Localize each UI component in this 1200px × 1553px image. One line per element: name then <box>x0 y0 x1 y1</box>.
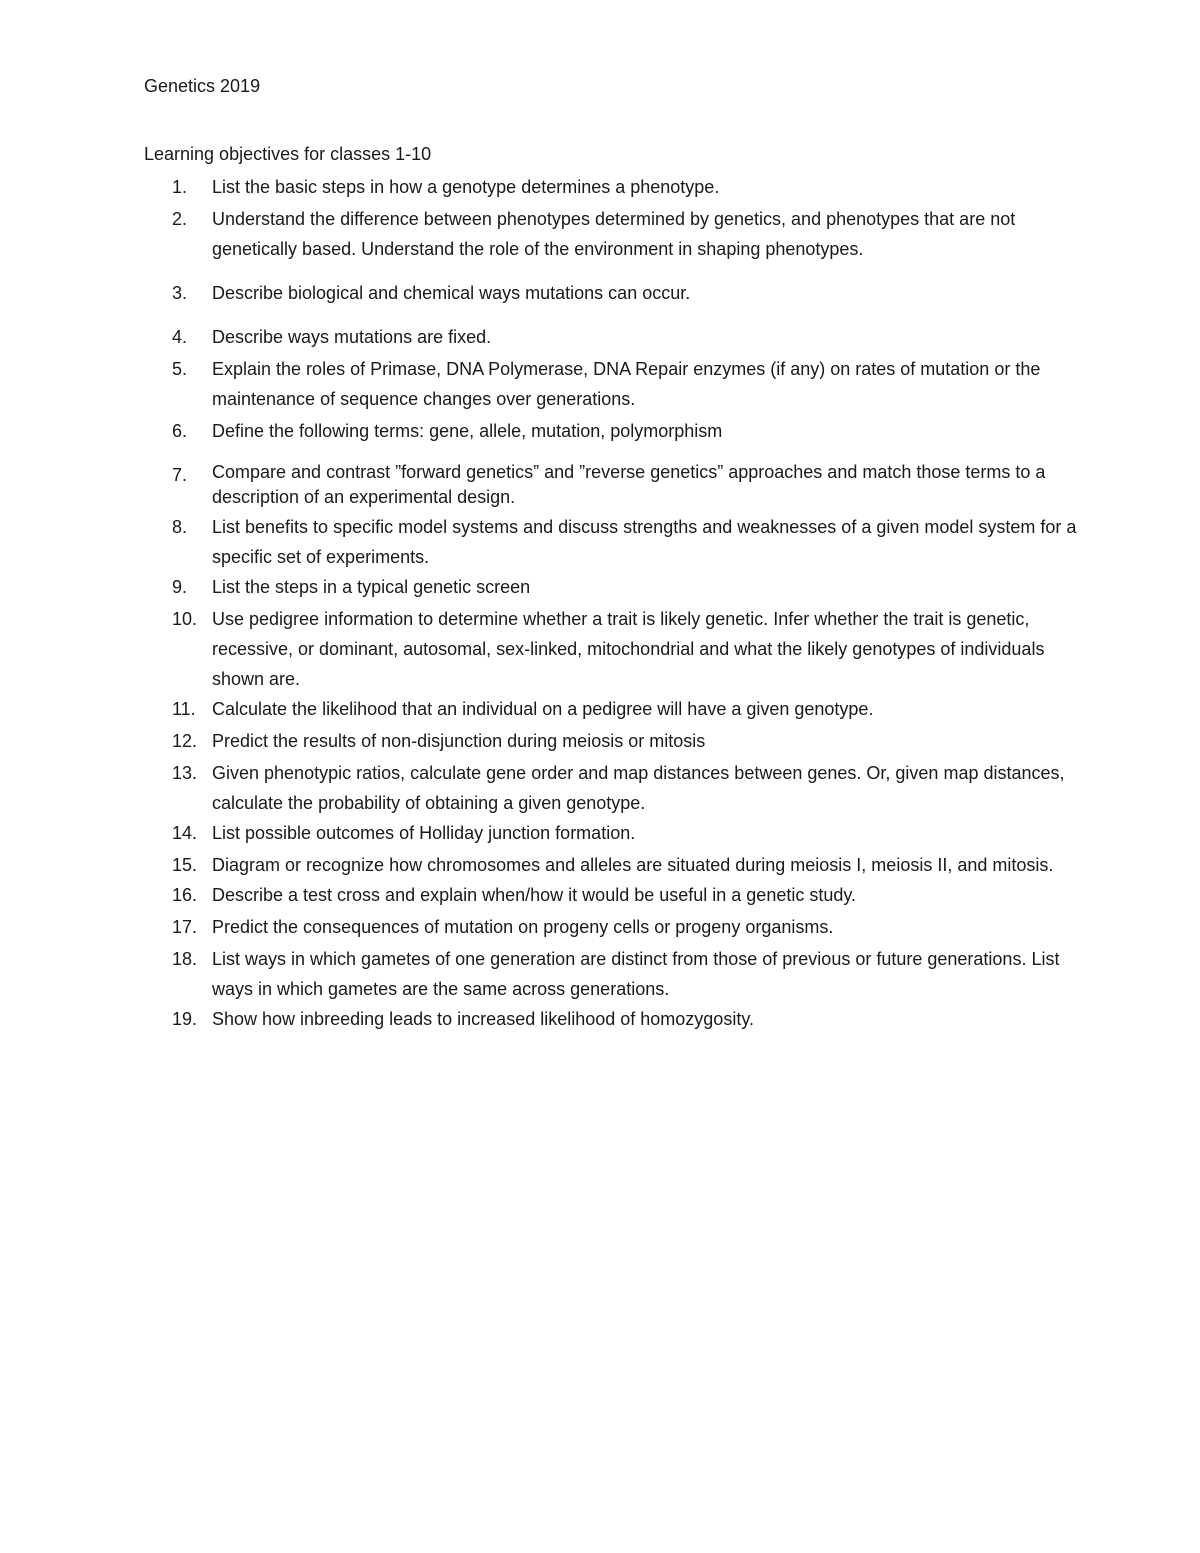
objective-text: Use pedigree information to determine whether a trait is likely genetic. Infer whether the trait is genetic, recessive, or dominant, autosomal, sex-linked, mitochondrial and what the likely genotypes of individuals shown are. <box>212 609 1045 689</box>
objective-text: Describe ways mutations are fixed. <box>212 327 492 347</box>
objectives-list <box>144 172 1084 1034</box>
document-header: Genetics 2019 <box>144 76 261 96</box>
objective-text: Predict the results of non-disjunction during meiosis or mitosis <box>212 731 706 751</box>
objective-number: 10. <box>172 609 198 629</box>
objective-text: List benefits to specific model systems and discuss strengths and weaknesses of a given model system for a specific set of experiments. <box>212 517 1077 567</box>
objective-text: Calculate the likelihood that an individual on a pedigree will have a given genotype. <box>212 699 874 719</box>
objective-item <box>144 944 1084 1004</box>
objective-item <box>144 204 1084 264</box>
objective-number: 8. <box>172 517 188 537</box>
objective-number: 11. <box>172 699 196 719</box>
objective-number: 12. <box>172 731 198 751</box>
objective-item <box>144 758 1084 818</box>
objective-number: 5. <box>172 359 188 379</box>
objective-number: 17. <box>172 917 198 937</box>
objective-item <box>144 512 1084 572</box>
objective-item <box>144 726 1084 756</box>
objective-text: Compare and contrast ”forward genetics” and ”reverse genetics” approaches and match those terms to a description of an experimental design. <box>212 462 1046 507</box>
objective-item <box>144 694 1084 724</box>
objective-item <box>144 818 1084 848</box>
objective-item <box>144 604 1084 694</box>
objective-item <box>144 880 1084 910</box>
objective-number: 18. <box>172 949 198 969</box>
objective-text: Explain the roles of Primase, DNA Polymerase, DNA Repair enzymes (if any) on rates of mutation or the maintenance of sequence changes over generations. <box>212 359 1041 409</box>
objective-item <box>144 460 1084 510</box>
objective-text: Given phenotypic ratios, calculate gene order and map distances between genes. Or, given map distances, calculate the probability of obtaining a given genotype. <box>212 763 1065 813</box>
objective-item <box>144 322 1084 352</box>
objective-text: Define the following terms: gene, allele, mutation, polymorphism <box>212 421 723 441</box>
objective-number: 6. <box>172 421 188 441</box>
objective-item <box>144 572 1084 602</box>
objective-text: List ways in which gametes of one generation are distinct from those of previous or future generations. List ways in which gametes are the same across generations. <box>212 949 1060 999</box>
objective-item <box>144 850 1084 880</box>
objective-item <box>144 278 1084 308</box>
objective-text: List the basic steps in how a genotype determines a phenotype. <box>212 177 720 197</box>
objective-text: Diagram or recognize how chromosomes and alleles are situated during meiosis I, meiosis II, and mitosis. <box>212 855 1054 875</box>
objective-number: 7. <box>172 465 188 485</box>
objective-text: Describe biological and chemical ways mutations can occur. <box>212 283 691 303</box>
objective-item <box>144 912 1084 942</box>
objective-number: 13. <box>172 763 198 783</box>
objective-number: 1. <box>172 177 188 197</box>
objective-text: List the steps in a typical genetic screen <box>212 577 531 597</box>
objective-number: 15. <box>172 855 198 875</box>
section-title: Learning objectives for classes 1-10 <box>144 144 432 164</box>
objective-number: 14. <box>172 823 198 843</box>
objective-number: 16. <box>172 885 198 905</box>
objective-item <box>144 1004 1084 1034</box>
objective-text: Show how inbreeding leads to increased likelihood of homozygosity. <box>212 1009 754 1029</box>
objective-number: 4. <box>172 327 188 347</box>
objective-text: List possible outcomes of Holliday junction formation. <box>212 823 636 843</box>
objective-number: 2. <box>172 209 188 229</box>
objective-item <box>144 172 1084 202</box>
objective-item <box>144 416 1084 446</box>
objective-text: Predict the consequences of mutation on progeny cells or progeny organisms. <box>212 917 834 937</box>
objective-number: 9. <box>172 577 188 597</box>
objective-item <box>144 354 1084 414</box>
objective-number: 3. <box>172 283 188 303</box>
objective-text: Describe a test cross and explain when/how it would be useful in a genetic study. <box>212 885 857 905</box>
objective-text: Understand the difference between phenotypes determined by genetics, and phenotypes that are not genetically based. Understand the role of the environment in shaping phenotypes. <box>212 209 1016 259</box>
objective-number: 19. <box>172 1009 198 1029</box>
